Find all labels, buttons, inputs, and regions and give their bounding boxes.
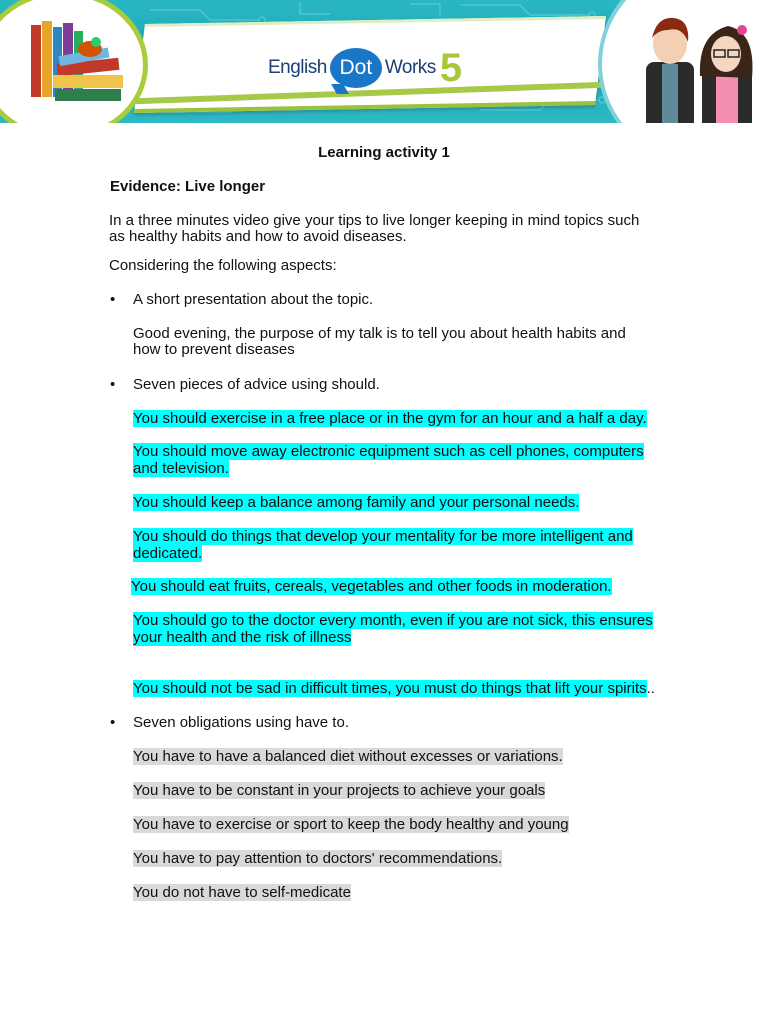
students-illustration [602,0,768,123]
presentation-text-line-1: Good evening, the purpose of my talk is to tell you about health habits and [133,325,626,342]
document-title: Learning activity 1 [318,144,450,161]
intro-text-line-2: as healthy habits and how to avoid diseases. [109,228,407,245]
advice-item-7-tail: .. [646,680,655,697]
obligation-item: You have to be constant in your projects to achieve your goals [133,782,546,799]
advice-item-7: You should not be sad in difficult times, you must do things that lift your spirits [133,680,647,697]
advice-item-6-line-1: You should go to the doctor every month, even if you are not sick, this ensures [133,612,653,629]
bullet-marker: • [110,291,116,308]
advice-item-6-line-2: your health and the risk of illness [133,629,352,646]
bullet-marker: • [110,376,116,393]
advice-item-5: You should eat fruits, cereals, vegetables and other foods in moderation. [131,578,612,595]
obligation-item: You have to pay attention to doctors' recommendations. [133,850,503,867]
section-3-heading: Seven obligations using have to. [133,714,349,731]
books-icon [0,0,133,123]
section-2-heading: Seven pieces of advice using should. [133,376,380,393]
advice-item-4-line-1: You should do things that develop your mentality for be more intelligent and [133,528,633,545]
logo-level-number: 5 [439,46,463,90]
obligation-item: You do not have to self-medicate [133,884,351,901]
advice-item-4-line-2: dedicated. [133,545,203,562]
intro-text-line-1: In a three minutes video give your tips to live longer keeping in mind topics such [109,212,640,229]
header-banner [0,0,768,123]
evidence-heading: Evidence: Live longer [110,178,266,195]
characters-badge [598,0,768,123]
obligation-item: You have to exercise or sport to keep the body healthy and young [133,816,569,833]
advice-item-2-line-2: and television. [133,460,229,477]
section-1-heading: A short presentation about the topic. [133,291,374,308]
advice-item-1: You should exercise in a free place or in the gym for an hour and a half a day. [133,410,647,427]
presentation-text-line-2: how to prevent diseases [133,341,295,358]
logo-dot-bubble [330,48,382,88]
books-badge [0,0,148,123]
advice-item-2-line-1: You should move away electronic equipment such as cell phones, computers [133,443,644,460]
logo-word-dot: Dot [339,56,373,79]
bullet-marker: • [110,714,116,731]
considering-text: Considering the following aspects: [109,257,337,274]
english-dot-works-logo [268,46,462,90]
advice-item-3: You should keep a balance among family and your personal needs. [133,494,580,511]
obligation-item: You have to have a balanced diet without excesses or variations. [133,748,563,765]
logo-word-english: English [268,57,327,78]
logo-word-works: Works [384,57,436,78]
